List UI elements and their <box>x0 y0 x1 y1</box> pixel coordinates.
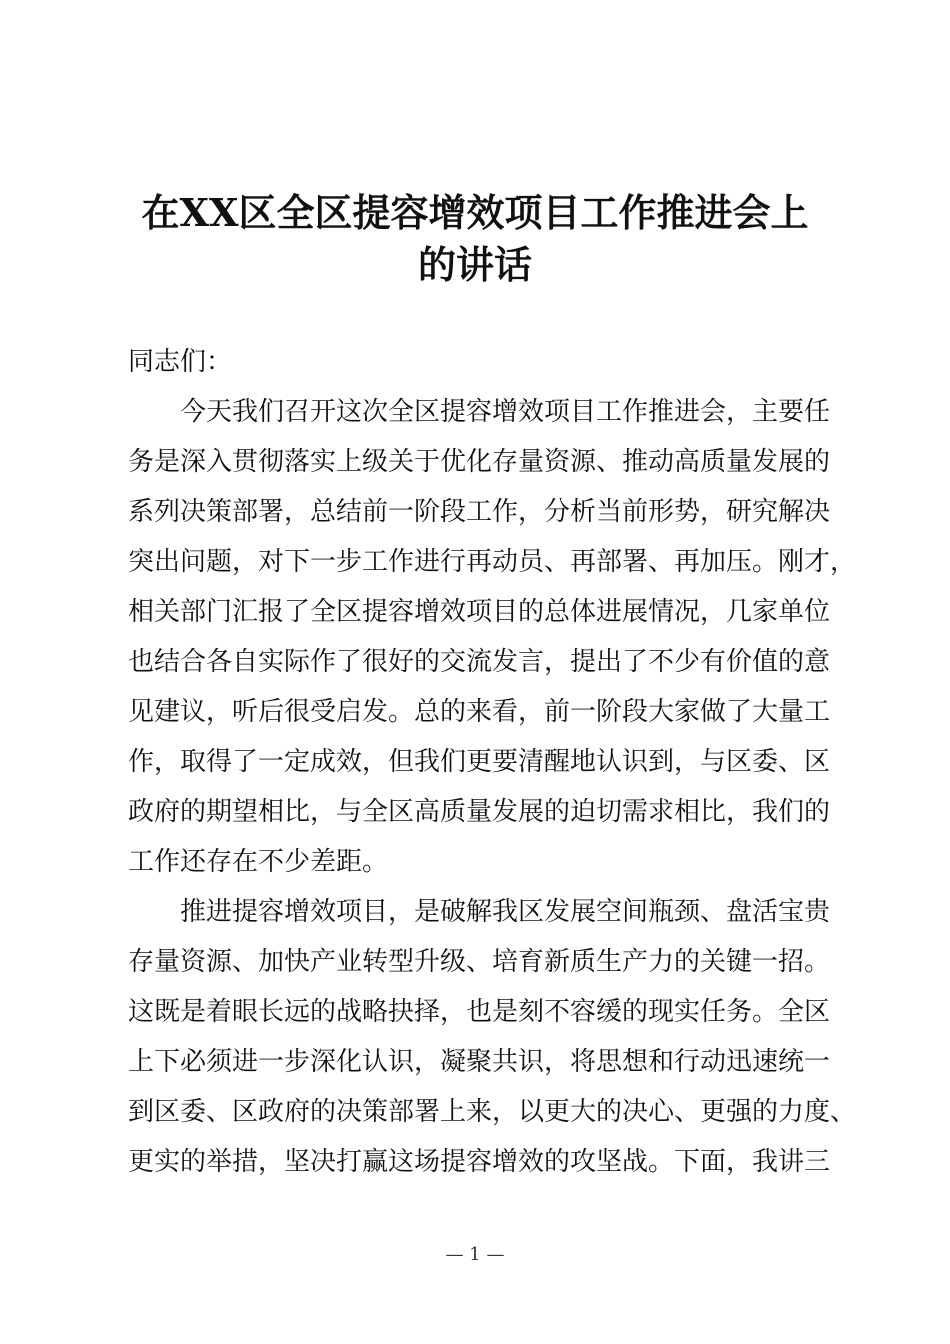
title-line-1: 在XX区全区提容增效项目工作推进会上 <box>141 190 809 235</box>
paragraph-line: 系列决策部署，总结前一阶段工作，分析当前形势，研究解决 <box>128 497 831 527</box>
paragraph-line: 工作还存在不少差距。 <box>128 847 389 877</box>
paragraph-line: 作，取得了一定成效，但我们更要清醒地认识到，与区委、区 <box>128 747 831 777</box>
paragraph-line: 今天我们召开这次全区提容增效项目工作推进会，主要任 <box>180 397 831 427</box>
paragraph-line: 存量资源、加快产业转型升级、培育新质生产力的关键一招。 <box>128 947 831 977</box>
title-line-2: 的讲话 <box>417 242 532 287</box>
paragraph-line: 也结合各自实际作了很好的交流发言，提出了不少有价值的意 <box>128 647 831 677</box>
paragraph-line: 相关部门汇报了全区提容增效项目的总体进展情况，几家单位 <box>128 597 831 627</box>
paragraph-line: 见建议，听后很受启发。总的来看，前一阶段大家做了大量工 <box>128 697 831 727</box>
paragraph-line: 更实的举措，坚决打赢这场提容增效的攻坚战。下面，我讲三 <box>128 1147 831 1177</box>
salutation: 同志们： <box>128 347 233 377</box>
paragraph-line: 突出问题，对下一步工作进行再动员、再部署、再加压。刚才， <box>128 547 857 577</box>
paragraph-line: 这既是着眼长远的战略抉择，也是刻不容缓的现实任务。全区 <box>128 997 831 1027</box>
paragraph-line: 推进提容增效项目，是破解我区发展空间瓶颈、盘活宝贵 <box>180 897 831 927</box>
paragraph-line: 政府的期望相比，与全区高质量发展的迫切需求相比，我们的 <box>128 797 831 827</box>
paragraph-line: 上下必须进一步深化认识，凝聚共识，将思想和行动迅速统一 <box>128 1047 831 1077</box>
page-number: — 1 — <box>445 1244 505 1265</box>
paragraph-line: 到区委、区政府的决策部署上来，以更大的决心、更强的力度、 <box>128 1097 857 1127</box>
paragraph-line: 务是深入贯彻落实上级关于优化存量资源、推动高质量发展的 <box>128 447 831 477</box>
